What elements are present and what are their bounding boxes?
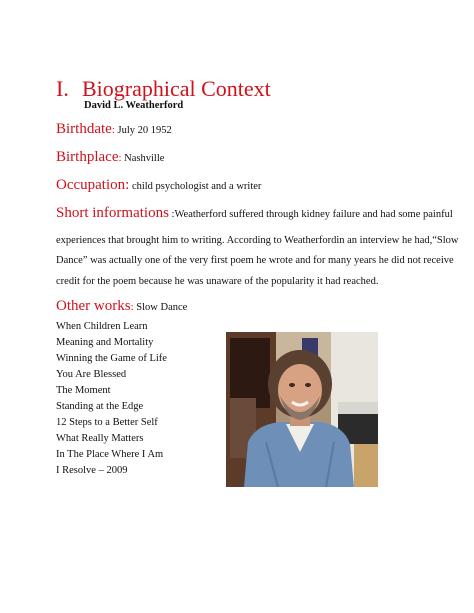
- work-item: The Moment: [56, 385, 111, 396]
- birthdate-value: July 20 1952: [114, 125, 172, 136]
- occupation-value: child psychologist and a writer: [129, 181, 262, 192]
- birthplace-sep: :: [118, 152, 122, 164]
- other-works-first: Slow Dance: [133, 302, 188, 313]
- short-info-label: Short informations: [56, 205, 169, 221]
- author-photo: [226, 332, 378, 487]
- section-heading: [56, 76, 271, 102]
- occupation-row: [56, 176, 261, 194]
- other-works-label: Other works: [56, 298, 131, 314]
- work-item: When Children Learn: [56, 321, 148, 332]
- short-info-row: [56, 204, 453, 222]
- other-works-row: [56, 297, 187, 315]
- work-item: In The Place Where I Am: [56, 449, 164, 460]
- section-title: Biographical Context: [82, 76, 271, 101]
- author-name: David L. Weatherford: [84, 100, 184, 111]
- birthdate-row: [56, 120, 172, 138]
- short-info-line-1: :Weatherford suffered through kidney failure and had some painful: [168, 209, 453, 220]
- work-item: 12 Steps to a Better Self: [56, 417, 158, 428]
- work-item: I Resolve – 2009: [56, 465, 128, 476]
- short-info-line-3: Dance” was actually one of the very first poem he wrote and for many years he did not receive: [56, 255, 454, 266]
- birthdate-sep: :: [111, 124, 115, 136]
- birthplace-row: [56, 148, 164, 166]
- work-item: What Really Matters: [56, 433, 144, 444]
- birthplace-value: Nashville: [121, 153, 165, 164]
- occupation-sep: :: [125, 177, 130, 193]
- work-item: Meaning and Mortality: [56, 337, 154, 348]
- short-info-line-2: experiences that brought him to writing. According to Weatherfordin an interview he had,“Slow: [56, 235, 459, 246]
- birthdate-label: Birthdate: [56, 121, 112, 137]
- birthplace-label: Birthplace: [56, 149, 119, 165]
- other-works-sep: :: [130, 301, 134, 313]
- short-info-line-4: credit for the poem because he was unaware of the popularity it had reached.: [56, 276, 379, 287]
- other-works-list: [56, 319, 167, 479]
- work-item: You Are Blessed: [56, 369, 127, 380]
- section-number: I.: [56, 76, 69, 101]
- work-item: Winning the Game of Life: [56, 353, 167, 364]
- work-item: Standing at the Edge: [56, 401, 144, 412]
- occupation-label: Occupation: [56, 177, 126, 193]
